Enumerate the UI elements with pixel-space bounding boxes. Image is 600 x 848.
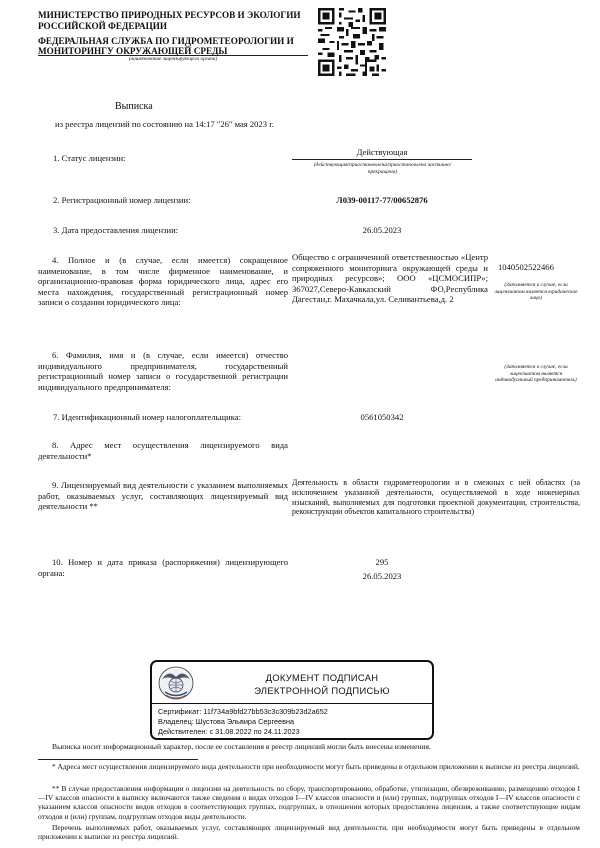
ogrn-value: 1040502522466 (498, 262, 554, 272)
reg-number-value: Л039-00117-77/00652876 (336, 195, 428, 205)
issue-date-label: 3. Дата предоставления лицензии: (53, 225, 179, 235)
status-note: (действующая/приостановлена/приостановлена частично/прекращена) (313, 162, 452, 175)
footnote-2: ** В случае предоставления информации о лицензии на деятельность по сбору, транспортированию, обработке, утилизации, обезвреживанию, размещению отходов I—IV классов опасности в выписку включаются также сведения о видах отходов I—IV классов опасности и (или) группах, подгруппах отходов I—IV классов опасности с указанием классов опасности видов отходов в соответствующих группах, подгруппах, в отношении которых предоставлена лицензия, а также соответствующие видам отходов и (или) группам, подгруппам отходов виды деятельности. (38, 784, 580, 821)
document-title: Выписка (115, 101, 153, 112)
organization-label: 4. Полное и (в случае, если имеется) сокращенное наименование, в том числе фирменное наименование, и организационно-правовая форма юридического лица, адрес его места нахождения, государственный регистрационный номер записи о создании юридического лица: (38, 255, 288, 308)
inn-value: 0561050342 (360, 412, 404, 422)
reg-number-label: 2. Регистрационный номер лицензии: (53, 195, 191, 205)
electronic-signature-stamp (150, 660, 434, 740)
footnote-3: Перечень выполняемых работ, оказываемых услуг, составляющих лицензируемый вид деятельности, при необходимости могут быть приведены в отдельном приложении к выписке из реестра лицензий. (38, 823, 580, 842)
issuing-authority (38, 10, 308, 57)
ogrn-note: (Заполняется в случае, если лицензиатом является юридическое лицо) (494, 282, 578, 302)
signature-title (222, 672, 422, 697)
signature-validity: Действителен: с 31.08.2022 по 24.11.2023 (158, 727, 300, 736)
signature-certificate: Сертификат: 11f734a9bfd27bb53c3c309b23d2a652 (158, 707, 328, 716)
inn-label: 7. Идентификационный номер налогоплательщика: (53, 412, 242, 422)
signature-owner: Владелец: Шустова Эльвира Сергеевна (158, 717, 295, 726)
service-name-line1: ФЕДЕРАЛЬНАЯ СЛУЖБА ПО ГИДРОМЕТЕОРОЛОГИИ И (38, 35, 294, 46)
ministry-name-line2: РОССИЙСКОЙ ФЕДЕРАЦИИ (38, 20, 168, 31)
document-subtitle: из реестра лицензий по состоянию на 14:17 "26" мая 2023 г. (55, 119, 274, 129)
service-name-line2: МОНИТОРИНГУ ОКРУЖАЮЩЕЙ СРЕДЫ (38, 46, 228, 57)
entrepreneur-note: (Заполняется в случае, если лицензиатом является индивидуальный предприниматель) (495, 364, 577, 384)
entrepreneur-label: 6. Фамилия, имя и (в случае, если имеется) отчество индивидуального предпринимателя, государственный регистрационный номер записи о государственной регистрации индивидуального предпринимателя: (38, 350, 288, 392)
order-number: 295 (375, 557, 389, 567)
status-value: Действующая (356, 147, 408, 157)
activity-address-label: 8. Адрес мест осуществления лицензируемого вида деятельности* (38, 440, 288, 461)
order-label: 10. Номер и дата приказа (распоряжения) лицензирующего органа: (38, 557, 288, 578)
footnote-1: * Адреса мест осуществления лицензируемого вида деятельности при необходимости могут быть приведены в отдельном приложении к выписке из реестра лицензий. (52, 762, 580, 771)
organization-value: Общество с ограниченной ответственностью «Центр сопряженного мониторинга окружающей среды и природных ресурсов»; ООО «ЦСМОСИПР»; 367027,Северо-Кавказский ФО,Республика Дагестан,г. Махачкала,ул. Селивантьева,д. 2 (292, 252, 488, 305)
signature-separator (152, 703, 432, 704)
ministry-name-line1: МИНИСТЕРСТВО ПРИРОДНЫХ РЕСУРСОВ И ЭКОЛОГИИ (38, 10, 301, 20)
info-note: Выписка носит информационный характер, после ее составления в реестр лицензий могли быть внесены изменения. (52, 742, 431, 751)
signature-title-line2: ЭЛЕКТРОННОЙ ПОДПИСЬЮ (254, 684, 390, 696)
status-underline (292, 159, 472, 160)
activity-label: 9. Лицензируемый вид деятельности с указанием выполняемых работ, оказываемых услуг, составляющих лицензируемый вид деятельности ** (38, 480, 288, 512)
issue-date-value: 26.05.2023 (362, 225, 402, 235)
qr-code-icon (318, 8, 386, 76)
order-date: 26.05.2023 (362, 571, 402, 581)
header-note: (наименование лицензирующего органа) (128, 56, 218, 62)
signature-title-line1: ДОКУМЕНТ ПОДПИСАН (265, 672, 379, 683)
footnote-separator (38, 759, 198, 760)
activity-value: Деятельность в области гидрометеорологии и в смежных с ней областях (за исключением указанной деятельности, осуществляемой в ходе инженерных изысканий, выполняемых для подготовки проектной документации, строительства, реконструкции объектов капитального строительства) (292, 478, 580, 517)
rosgidromet-emblem-icon (156, 665, 196, 701)
status-label: 1. Статус лицензии: (53, 153, 126, 163)
signature-info (158, 707, 328, 737)
